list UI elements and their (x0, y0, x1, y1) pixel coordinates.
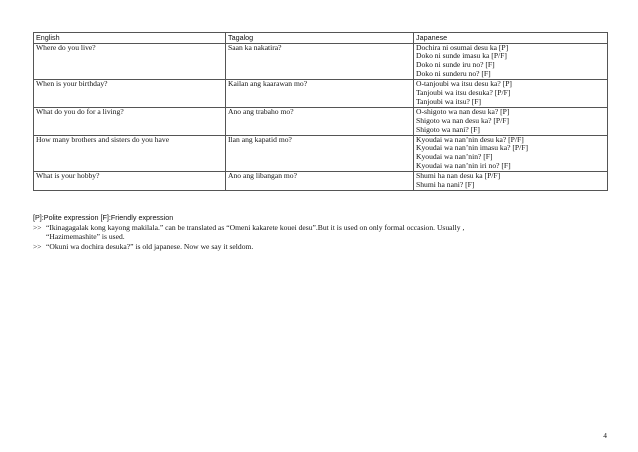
english-cell: Where do you live? (34, 43, 226, 80)
english-cell: How many brothers and sisters do you have (34, 135, 226, 172)
table-row (34, 107, 608, 135)
english-cell: What is your hobby? (34, 172, 226, 191)
note-continuation: “Hazimemashite” is used. (46, 232, 125, 242)
table-row (34, 43, 608, 80)
table-header-row (34, 33, 608, 44)
japanese-line: Doko ni sunde imasu ka [P/F] (416, 51, 507, 61)
japanese-line: Shigoto wa nani? [F] (416, 124, 480, 134)
note-marker: >> (33, 241, 42, 251)
tagalog-cell: Ano ang libangan mo? (226, 172, 414, 191)
japanese-cell (414, 43, 608, 80)
english-cell: What do you do for a living? (34, 107, 226, 135)
japanese-line: Shigoto wa nan desu ka? [P/F] (416, 115, 510, 125)
table-row (34, 135, 608, 172)
japanese-cell (414, 80, 608, 108)
tagalog-cell: Ilan ang kapatid mo? (226, 135, 414, 172)
japanese-line: Dochira ni osumai desu ka [P] (416, 42, 509, 52)
notes-section (33, 213, 609, 251)
japanese-line: O-tanjoubi wa itsu desu ka? [P] (416, 79, 512, 89)
japanese-line: Kyoudai wa nan’nin desu ka? [P/F] (416, 134, 524, 144)
header-english: English (34, 33, 226, 44)
japanese-cell (414, 107, 608, 135)
note-item (33, 223, 609, 233)
table-row (34, 80, 608, 108)
tagalog-cell: Saan ka nakatira? (226, 43, 414, 80)
english-cell: When is your birthday? (34, 80, 226, 108)
japanese-line: Kyoudai wa nan’nin imasu ka? [P/F] (416, 143, 528, 153)
note-item (33, 242, 609, 252)
japanese-line: Shumi ha nan desu ka [P/F] (416, 171, 501, 181)
note-text: “Okuni wa dochira desuka?” is old japanese. Now we say it seldom. (46, 241, 254, 251)
japanese-line: Doko ni sunderu no? [F] (416, 69, 491, 79)
note-marker: >> (33, 222, 42, 232)
header-tagalog: Tagalog (226, 33, 414, 44)
note-text: “Ikinagagalak kong kayong makilala.” can be translated as “Omeni kakarete kouei desu”.But it is used on only formal occasion. Usually , (46, 222, 465, 232)
japanese-line: Tanjoubi wa itsu? [F] (416, 96, 482, 106)
japanese-cell (414, 172, 608, 191)
legend: [P]:Polite expression [F]:Friendly expression (33, 213, 174, 222)
header-japanese: Japanese (414, 33, 608, 44)
tagalog-cell: Kailan ang kaarawan mo? (226, 80, 414, 108)
japanese-line: Doko ni sunde iru no? [F] (416, 60, 495, 70)
table-row (34, 172, 608, 191)
phrase-table (33, 32, 608, 191)
japanese-cell (414, 135, 608, 172)
japanese-line: Kyoudai wa nan’nin? [F] (416, 152, 493, 162)
japanese-line: Shumi ha nani? [F] (416, 180, 475, 190)
japanese-line: Tanjoubi wa itsu desuka? [P/F] (416, 88, 511, 98)
japanese-line: Kyoudai wa nan’nin iri no? [F] (416, 161, 511, 171)
page-number: 4 (603, 431, 607, 440)
japanese-line: O-shigoto wa nan desu ka? [P] (416, 106, 510, 116)
tagalog-cell: Ano ang trabaho mo? (226, 107, 414, 135)
